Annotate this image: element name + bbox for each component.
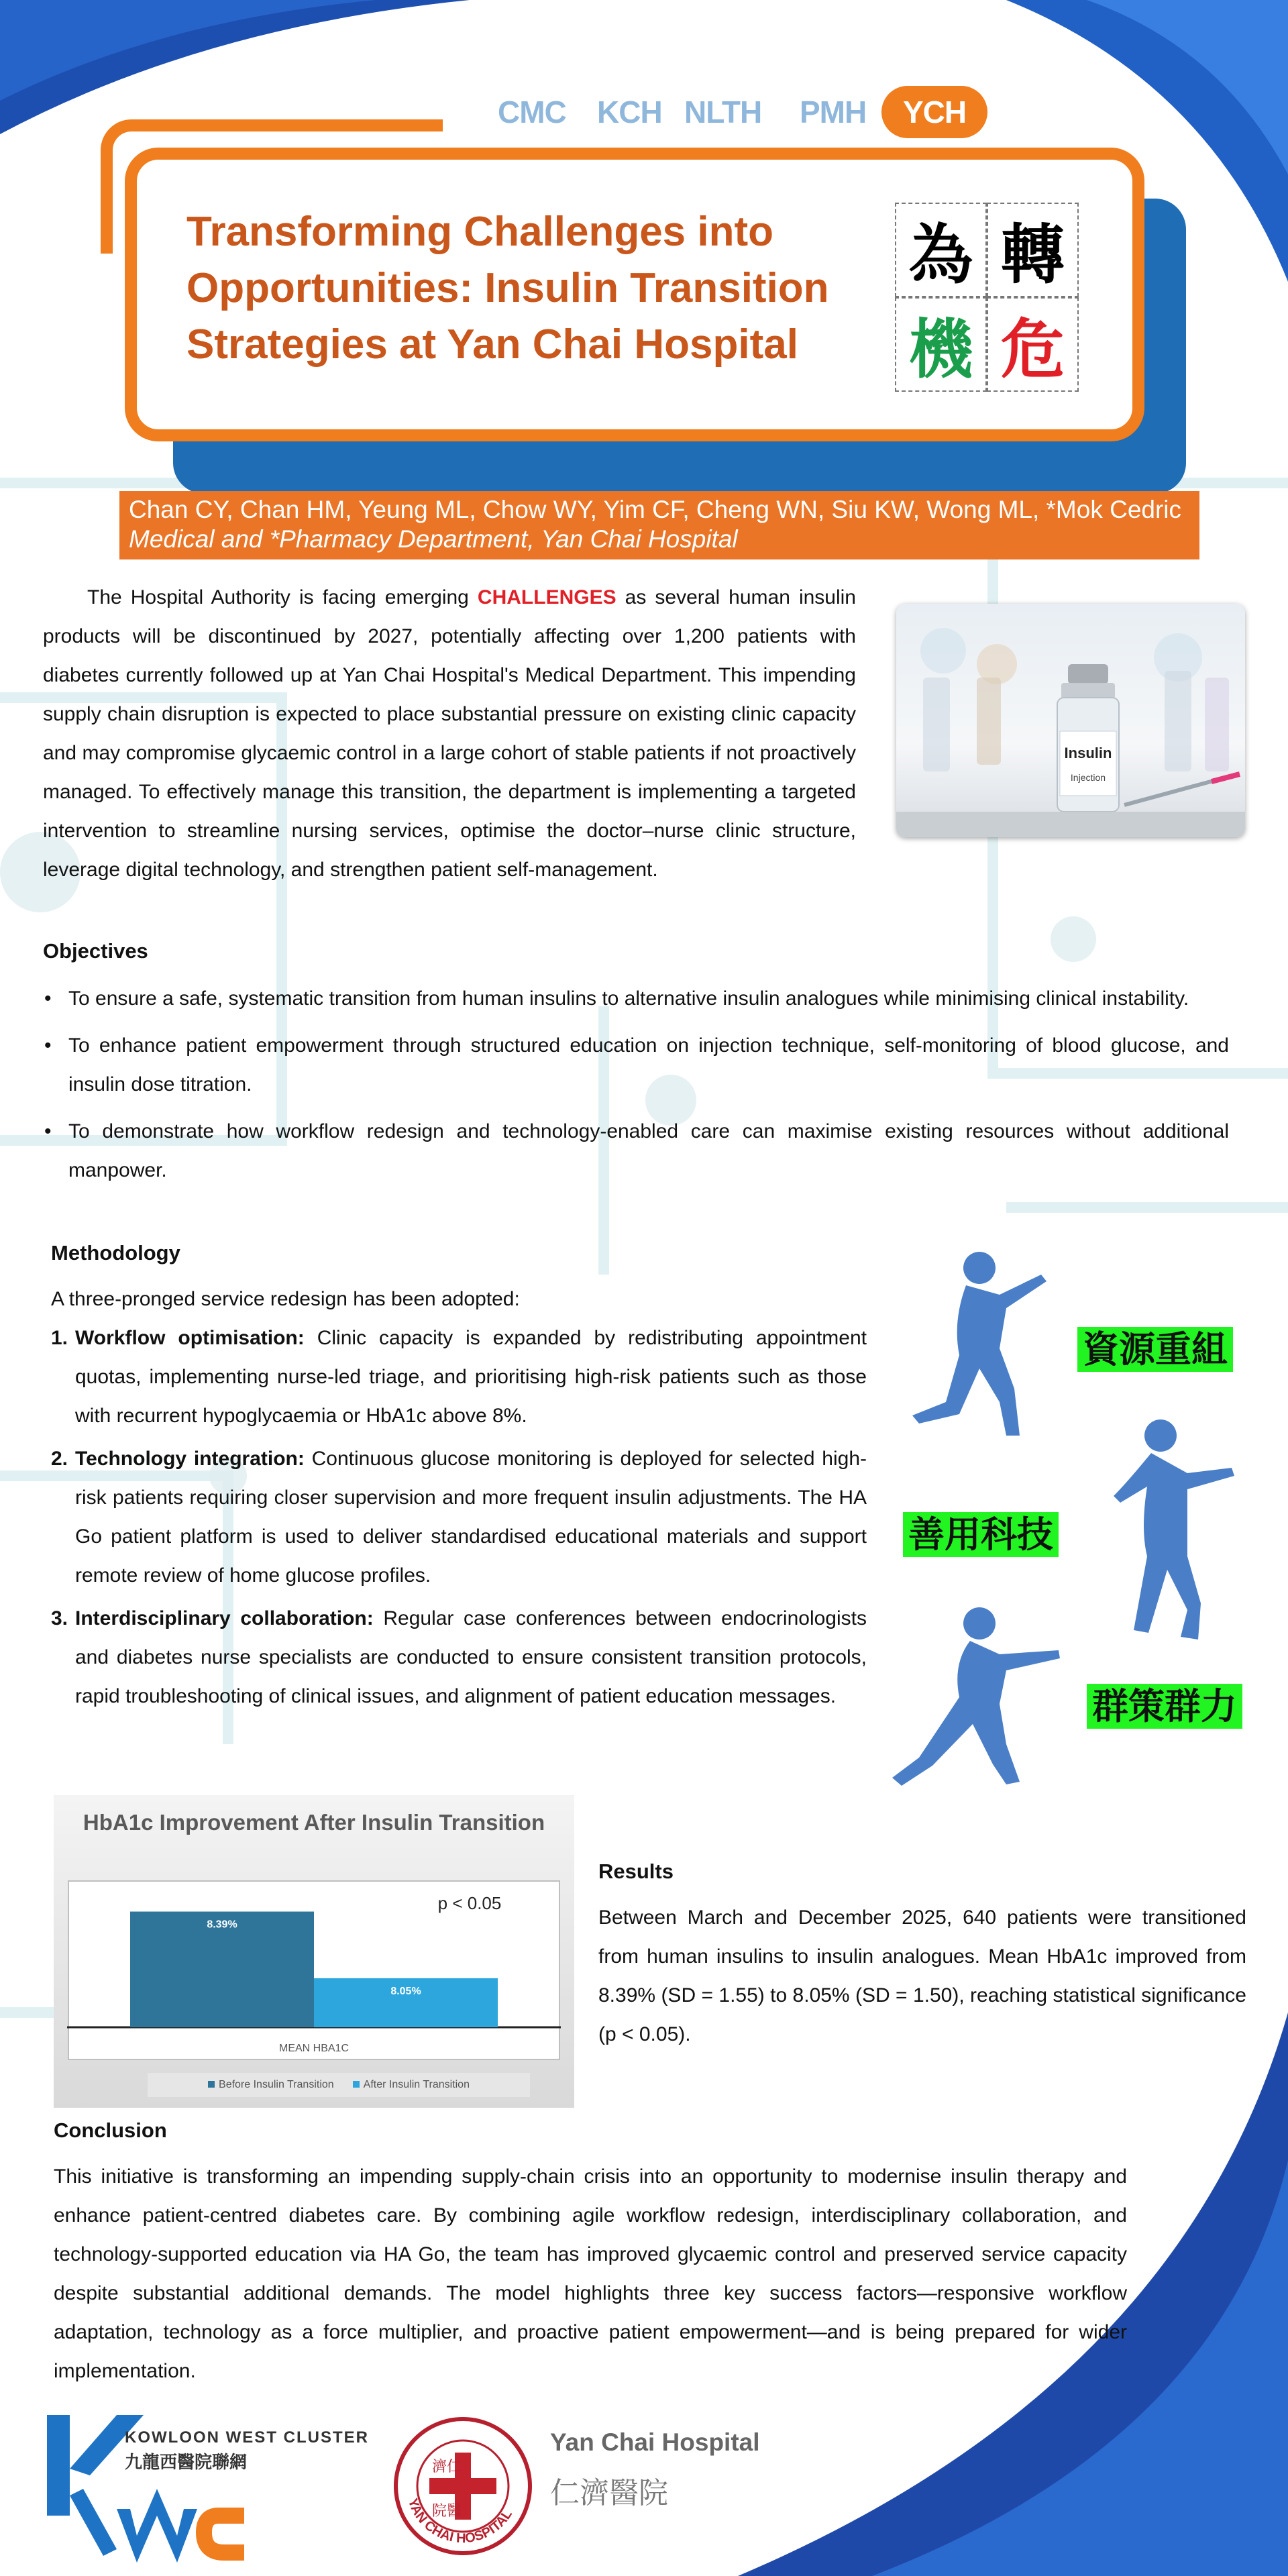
cjk-character: 機 [895,297,987,392]
item-title: Technology integration: [75,1448,305,1470]
ych-name-zh: 仁濟醫院 [550,2476,668,2510]
insulin-vial-illustration [896,604,1245,837]
tag-collaboration-text: 群策群力 [1087,1684,1242,1729]
tai-chi-figure-icon [879,1597,1080,1791]
seal-ring-text: YAN CHAI HOSPITAL [405,2496,515,2546]
results-text: Between March and December 2025, 640 patients were transitioned from human insulins to insulin analogues. Mean HbA1c improved from 8.39% (SD = 1.55) to 8.05% (SD = 1.50), reaching statistical significance (p < 0.05). [598,1907,1246,2045]
item-number: 3. [51,1607,68,1629]
tag-collaboration [1087,1682,1242,1731]
legend-entry [353,2079,470,2091]
hba1c-chart [54,1795,574,2108]
hospital-tabs [490,86,973,138]
intro-text-before: The Hospital Authority is facing emerging [87,586,478,608]
intro-paragraph [43,578,856,890]
tag-resource-text: 資源重組 [1077,1327,1233,1372]
chart-title: HbA1c Improvement After Insulin Transition [83,1810,545,1835]
tab-kch: KCH [597,95,662,129]
ych-name-en: Yan Chai Hospital [550,2428,760,2456]
item-text: Regular case conferences between endocrinologists and diabetes nurse specialists are conducted to ensure consistent transition protocols, rapid troubleshooting of clinical issues, and alignment of patient education messages. [75,1607,867,1707]
vial-sublabel: Injection [1070,772,1106,783]
objective-item: • To demonstrate how workflow redesign and technology-enabled care can maximise existing resources without additional manpower. [43,1112,1229,1190]
poster-title [186,204,871,373]
bar-data-label: 8.05% [390,1985,421,1997]
cjk-character: 為 [895,203,987,297]
objectives-heading: Objectives [43,939,148,963]
tag-resource [1077,1326,1233,1374]
tai-chi-figure-icon [872,1241,1073,1442]
results-heading: Results [598,1860,674,1883]
methodology-heading: Methodology [51,1241,180,1265]
yan-chai-hospital-seal [392,2415,534,2557]
challenges-highlight: CHALLENGES [477,586,616,608]
item-text: Clinic capacity is expanded by redistributing appointment quotas, implementing nurse-led triage, and prioritising high-risk patients such as those with recurrent hypoglycaemia or HbA1c above 8%. [75,1327,867,1427]
intro-text-after: as several human insulin products will be discontinued by 2027, potentially affecting over 1,200 patients with diabetes currently followed up at Yan Chai Hospital's Medical Department. This impending supply chain disruption is expected to place substantial pressure on existing clinic capacity and may compromise glycaemic control in a large cohort of stable patients if not proactively managed. To effectively manage this transition, the department is implementing a targeted intervention to streamline nursing services, optimise the doctor–nurse clinic structure, leverage digital technology, and strengthen patient self-management. [43,586,856,881]
conclusion-text: This initiative is transforming an impending supply-chain crisis into an opportunity to modernise insulin therapy and enhance patient-centred diabetes care. By combining agile workflow redesign, interdisciplinary collaboration, and technology-supported education via HA Go, the team has improved glycaemic control and preserved service capacity despite substantial additional demands. The model highlights three key success factors—responsive workflow adaptation, technology as a force multiplier, and proactive patient empowerment—and is being prepared for wider implementation. [54,2165,1127,2382]
legend-label: Before Insulin Transition [219,2079,334,2090]
kwc-name-en: KOWLOON WEST CLUSTER [125,2428,369,2447]
objective-item: • To ensure a safe, systematic transition from human insulins to alternative insulin analogues while minimising clinical instability. [43,979,1229,1018]
item-text: Continuous glucose monitoring is deployed for selected high-risk patients requiring closer supervision and more frequent insulin adjustments. The HA Go patient platform is used to deliver standardised educational materials and support remote review of home glucose profiles. [75,1448,867,1587]
item-title: Interdisciplinary collaboration: [75,1607,374,1629]
title-line: Transforming Challenges into [186,209,773,255]
legend-entry [208,2079,334,2091]
author-department: Medical and *Pharmacy Department, Yan Chai Hospital [129,525,738,553]
author-bar [119,491,1199,559]
conclusion-heading: Conclusion [54,2118,167,2142]
title-line: Strategies at Yan Chai Hospital [186,321,798,368]
chart-plot-area [67,1880,561,2061]
bar-data-label: 8.39% [207,1919,237,1931]
tab-cmc: CMC [498,95,566,129]
item-number: 2. [51,1448,68,1470]
title-line: Opportunities: Insulin Transition [186,265,829,311]
methodology-item [51,1440,867,1595]
methodology-list [51,1319,867,1720]
tag-technology [903,1511,1059,1559]
methodology-item [51,1599,867,1716]
chart-legend [148,2073,530,2097]
seal-text-top: 濟仁 [431,2459,462,2475]
item-number: 1. [51,1327,68,1349]
cjk-character-grid [895,203,1079,387]
methodology-item [51,1319,867,1436]
tab-nlth: NLTH [684,95,762,129]
objectives-list [43,979,1229,1198]
methodology-intro: A three-pronged service redesign has been adopted: [51,1288,520,1310]
cjk-character: 危 [987,297,1079,392]
tab-ych: YCH [881,86,987,138]
seal-text-bottom: 院醫 [431,2503,462,2520]
kwc-name-zh: 九龍西醫院聯網 [125,2452,248,2472]
insulin-vial-photo [896,604,1245,837]
tab-pmh: PMH [800,95,867,129]
vial-label: Insulin [1064,745,1112,761]
tag-technology-text: 善用科技 [903,1512,1059,1557]
tai-chi-figure-icon [1087,1409,1248,1650]
p-value-annotation: p < 0.05 [437,1893,502,1913]
cjk-character: 轉 [987,203,1079,297]
legend-label: After Insulin Transition [363,2079,470,2090]
objective-item: • To enhance patient empowerment through structured education on injection technique, self-monitoring of blood glucose, and insulin dose titration. [43,1026,1229,1104]
x-axis-label: MEAN HBA1C [278,2043,350,2054]
author-names: Chan CY, Chan HM, Yeung ML, Chow WY, Yim CF, Cheng WN, Siu KW, Wong ML, *Mok Cedric [129,496,1182,523]
item-title: Workflow optimisation: [75,1327,305,1349]
